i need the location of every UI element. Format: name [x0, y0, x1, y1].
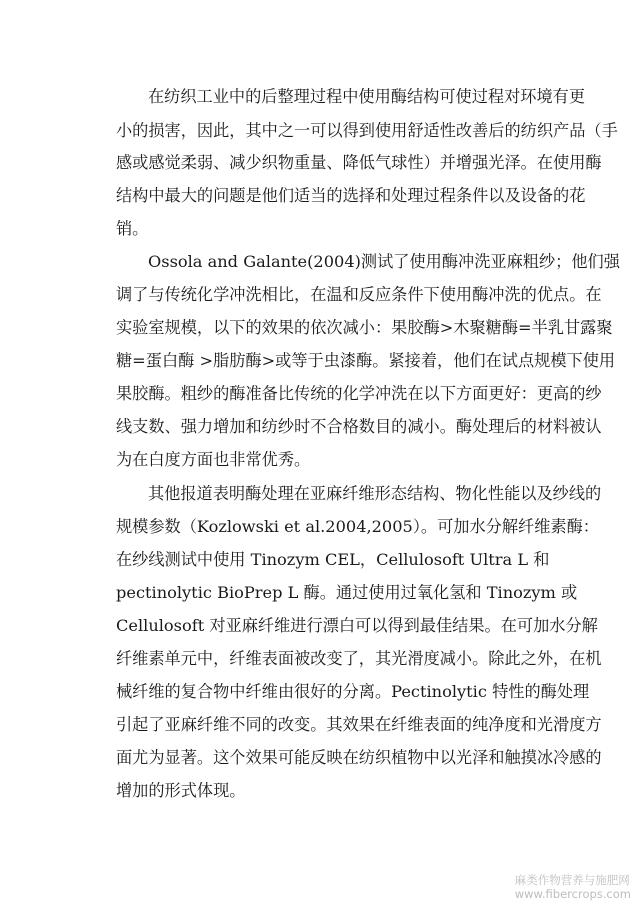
- paragraph-line: 为在白度方面也非常优秀。: [116, 450, 311, 469]
- paragraph-line: 糖=蛋白酶 >脂肪酶>或等于虫漆酶。紧接着，他们在试点规模下使用: [116, 351, 616, 370]
- paragraph-line: 其他报道表明酶处理在亚麻纤维形态结构、物化性能以及纱线的: [148, 484, 602, 503]
- paragraph-line: 在纺织工业中的后整理过程中使用酶结构可使过程对环境有更: [148, 87, 586, 106]
- paragraph-line: 果胶酶。粗纱的酶准备比传统的化学冲洗在以下方面更好：更高的纱: [116, 384, 602, 403]
- paragraph-line: 结构中最大的问题是他们适当的选择和处理过程条件以及设备的花: [116, 186, 586, 205]
- paragraph-line: 械纤维的复合物中纤维由很好的分离。Pectinolytic 特性的酶处理: [116, 682, 590, 701]
- paragraph-line: Cellulosoft 对亚麻纤维进行漂白可以得到最佳结果。在可加水分解: [116, 616, 598, 635]
- watermark: [515, 873, 631, 901]
- paragraph-line: 调了与传统化学冲洗相比，在温和反应条件下使用酶冲洗的优点。在: [116, 285, 602, 304]
- watermark-site-name: 麻类作物营养与施肥网: [514, 873, 630, 887]
- paragraph-line: 销。: [116, 219, 149, 238]
- paragraph-line: 增加的形式体现。: [116, 781, 246, 800]
- paragraph-line: 引起了亚麻纤维不同的改变。其效果在纤维表面的纯净度和光滑度方: [116, 715, 602, 734]
- paragraph-line: 感或感觉柔弱、减少织物重量、降低气球性）并增强光泽。在使用酶: [116, 153, 602, 172]
- paragraph-line: 线支数、强力增加和纺纱时不合格数目的减小。酶处理后的材料被认: [116, 417, 602, 436]
- paragraph-line: 小的损害，因此，其中之一可以得到使用舒适性改善后的纺织产品（手: [116, 121, 618, 140]
- watermark-url: www.fibercrops.com: [514, 887, 631, 901]
- paragraph-line: 规模参数（Kozlowski et al.2004,2005）。可加水分解纤维素酶：: [116, 517, 599, 536]
- paragraph-line: pectinolytic BioPrep L 酶。通过使用过氧化氢和 Tinozym 或: [116, 583, 578, 602]
- paragraph-line: 实验室规模，以下的效果的依次减小：果胶酶>木聚糖酶=半乳甘露聚: [116, 318, 613, 337]
- paragraph-line: 纤维素单元中，纤维表面被改变了，其光滑度减小。除此之外，在机: [116, 649, 602, 668]
- paragraph-line: 面尤为显著。这个效果可能反映在纺织植物中以光泽和触摸冰冷感的: [116, 748, 602, 767]
- paragraph-line: 在纱线测试中使用 Tinozym CEL，Cellulosoft Ultra L 和: [116, 550, 550, 569]
- paragraph-line: Ossola and Galante(2004)测试了使用酶冲洗亚麻粗纱；他们强: [148, 252, 620, 271]
